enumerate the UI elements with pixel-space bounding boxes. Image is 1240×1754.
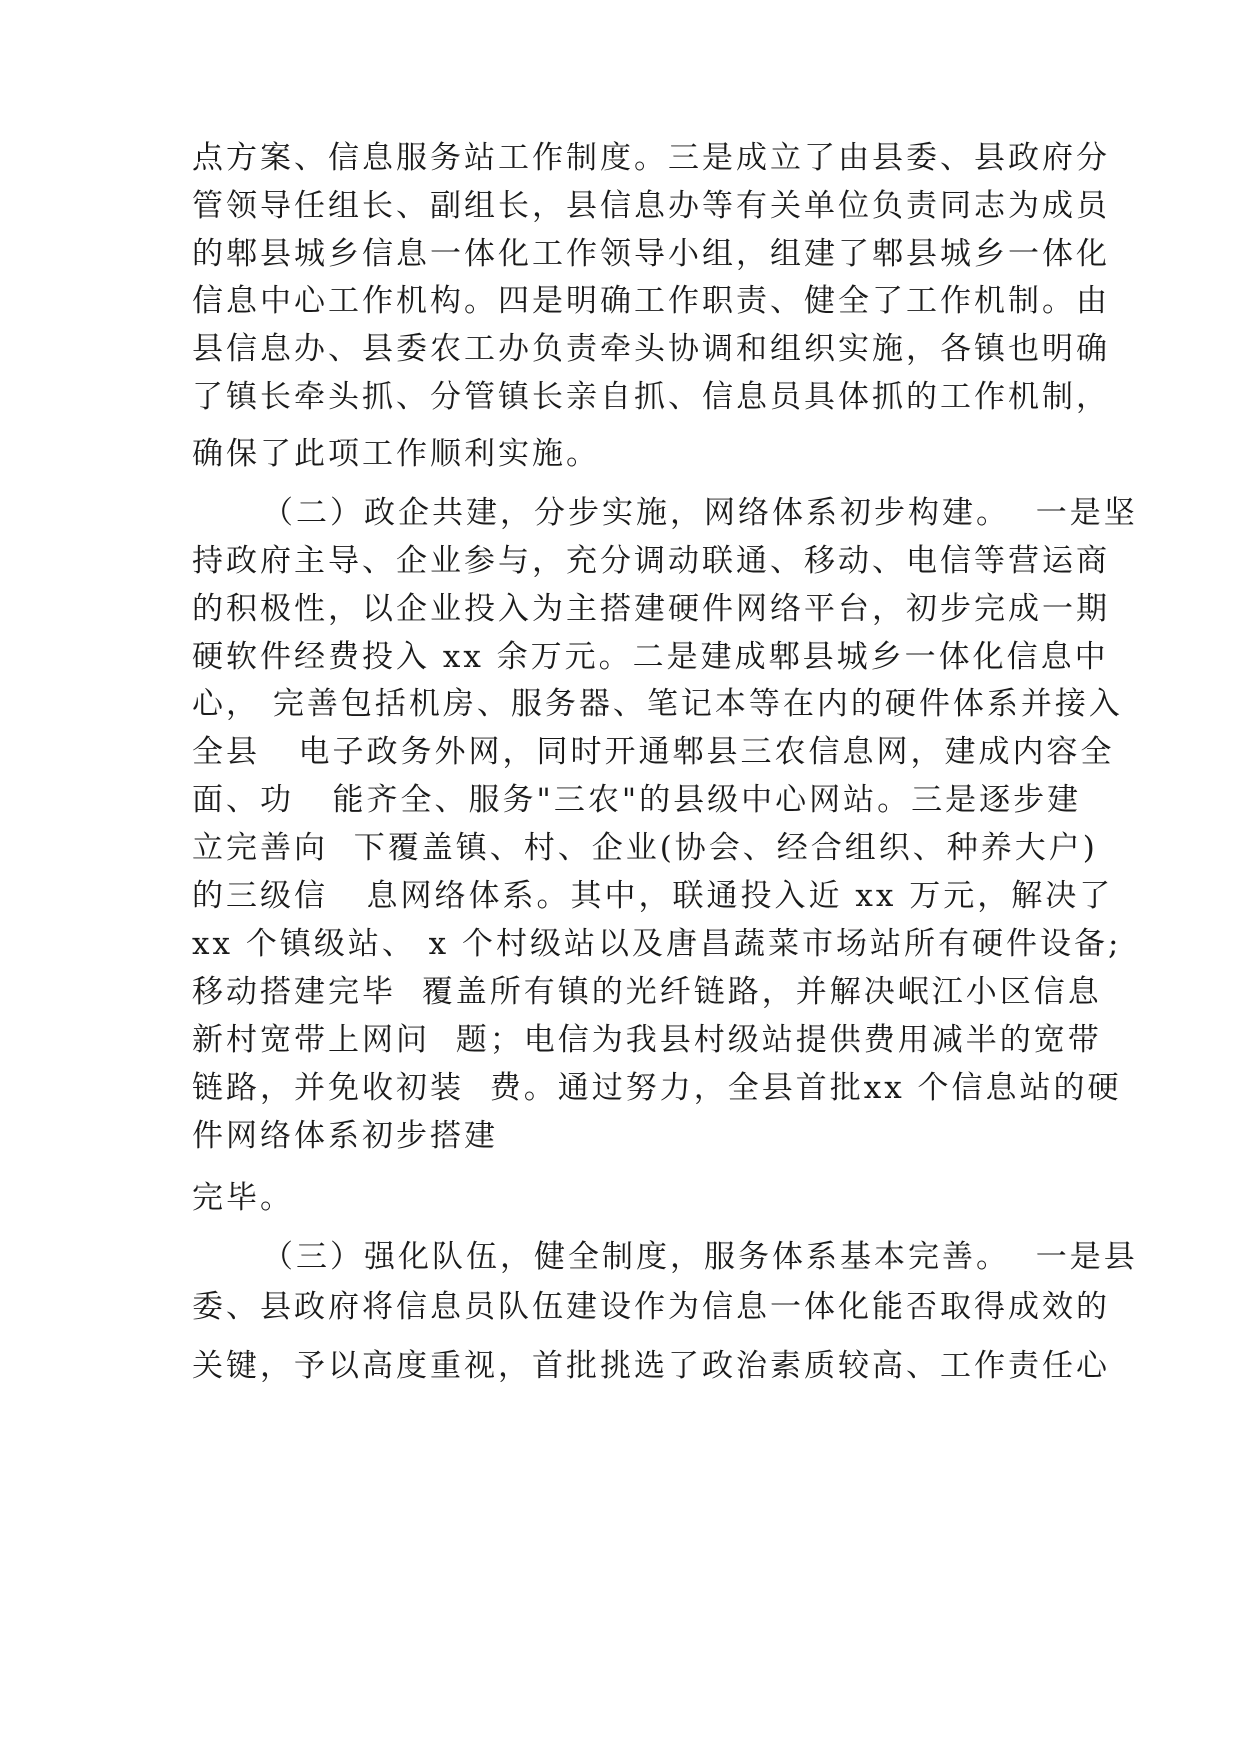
- body-text-line: 件网络体系初步搭建: [192, 1118, 498, 1154]
- body-text-line: 管领导任组长、副组长，县信息办等有关单位负责同志为成员: [192, 188, 1110, 224]
- section-heading-line: （二）政企共建，分步实施，网络体系初步构建。 一是坚: [262, 495, 1138, 531]
- body-text-line: 新村宽带上网问 题；电信为我县村级站提供费用减半的宽带: [192, 1022, 1102, 1058]
- body-text-line: 信息中心工作机构。四是明确工作职责、健全了工作机制。由: [192, 283, 1110, 319]
- body-text-line: 的郫县城乡信息一体化工作领导小组，组建了郫县城乡一体化: [192, 236, 1110, 272]
- body-text-line: 面、功 能齐全、服务"三农"的县级中心网站。三是逐步建: [192, 782, 1082, 818]
- body-text-line: 完毕。: [192, 1180, 294, 1216]
- body-text-line: 县信息办、县委农工办负责牵头协调和组织实施，各镇也明确: [192, 331, 1110, 367]
- body-text-line: 立完善向 下覆盖镇、村、企业(协会、经合组织、种养大户): [192, 830, 1098, 866]
- body-text-line: 移动搭建完毕 覆盖所有镇的光纤链路，并解决岷江小区信息: [192, 974, 1102, 1010]
- body-text-line: 持政府主导、企业参与，充分调动联通、移动、电信等营运商: [192, 543, 1110, 579]
- body-text-line: 点方案、信息服务站工作制度。三是成立了由县委、县政府分: [192, 140, 1110, 176]
- body-text-line: 委、县政府将信息员队伍建设作为信息一体化能否取得成效的: [192, 1289, 1110, 1325]
- body-text-line: 全县 电子政务外网，同时开通郫县三农信息网，建成内容全: [192, 734, 1115, 770]
- body-text-line: 的积极性，以企业投入为主搭建硬件网络平台，初步完成一期: [192, 591, 1110, 627]
- body-text-line: 硬软件经费投入 xx 余万元。二是建成郫县城乡一体化信息中: [192, 639, 1109, 675]
- body-text-line: 关键，予以高度重视，首批挑选了政治素质较高、工作责任心: [192, 1348, 1110, 1384]
- body-text-line: 的三级信 息网络体系。其中，联通投入近 xx 万元，解决了: [192, 878, 1114, 914]
- body-text-line: 心， 完善包括机房、服务器、笔记本等在内的硬件体系并接入: [192, 686, 1123, 722]
- section-heading-line: （三）强化队伍，健全制度，服务体系基本完善。 一是县: [262, 1239, 1138, 1275]
- body-text-line: 确保了此项工作顺利实施。: [192, 436, 600, 472]
- body-text-line: 链路，并免收初装 费。通过努力，全县首批xx 个信息站的硬: [192, 1070, 1122, 1106]
- body-text-line: 了镇长牵头抓、分管镇长亲自抓、信息员具体抓的工作机制，: [192, 379, 1110, 415]
- body-text-line: xx 个镇级站、 x 个村级站以及唐昌蔬菜市场站所有硬件设备;: [192, 926, 1122, 962]
